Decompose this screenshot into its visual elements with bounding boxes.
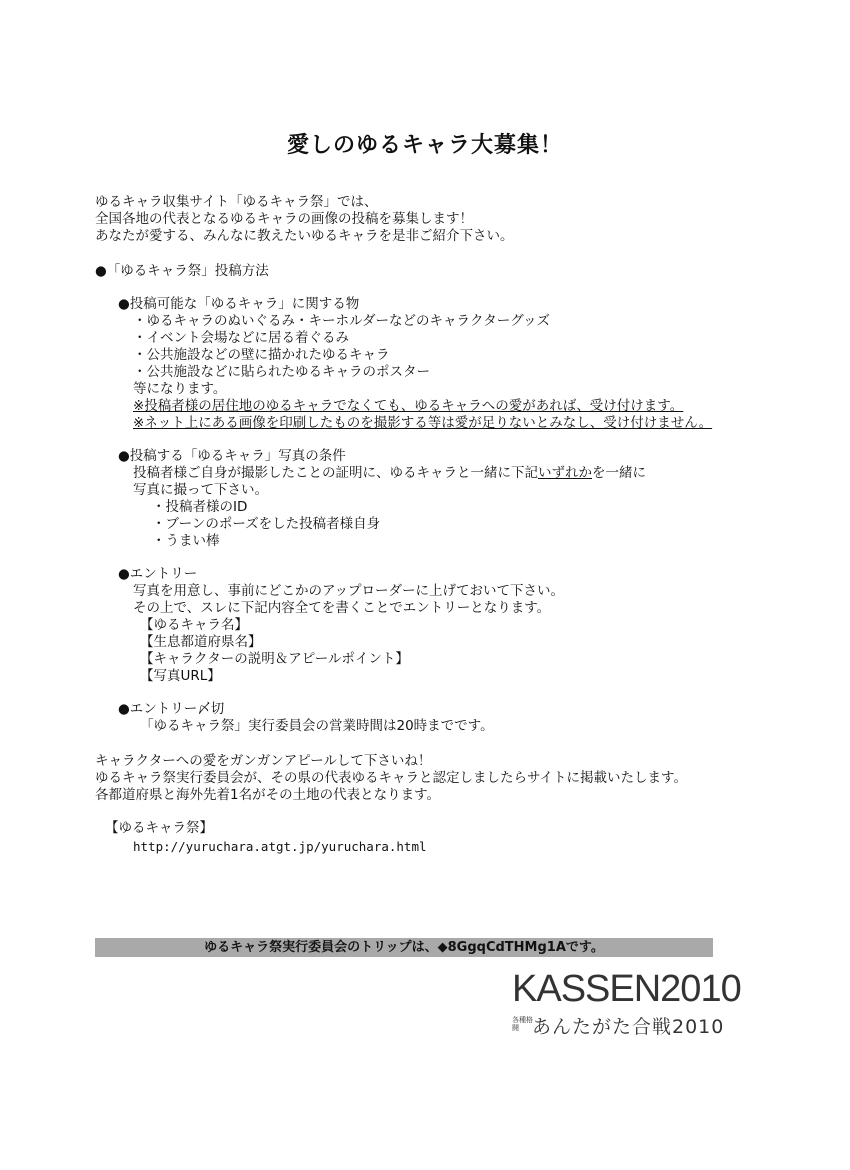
- intro-line-3: あなたが愛する、みんなに教えたいゆるキャラを是非ご紹介下さい。: [95, 228, 514, 244]
- photo-list-item: ・ブーンのポーズをした投稿者様自身: [152, 516, 381, 532]
- intro-line-2: 全国各地の代表となるゆるキャラの画像の投稿を募集します！: [95, 211, 473, 227]
- items-list-item: ・イベント会場などに居る着ぐるみ: [133, 330, 349, 346]
- logo-small-caption: 各種格闘: [512, 1016, 533, 1032]
- closing-line-2: ゆるキャラ祭実行委員会が、その県の代表ゆるキャラと認定しましたらサイトに掲載いたします。: [95, 770, 687, 786]
- photo-condition-line-2: 写真に撮って下さい。: [133, 482, 268, 498]
- items-closing: 等になります。: [133, 381, 227, 397]
- photo-condition-text-b: を一緒に: [592, 465, 646, 481]
- items-list-item: ・ゆるキャラのぬいぐるみ・キーホルダーなどのキャラクターグッズ: [133, 313, 551, 329]
- items-heading: ●投稿可能な「ゆるキャラ」に関する物: [118, 296, 360, 312]
- photo-list-item: ・投稿者様のID: [152, 499, 248, 515]
- entry-field: 【キャラクターの説明＆アピールポイント】: [140, 651, 409, 667]
- page-title: 愛しのゆるキャラ大募集！: [286, 133, 563, 158]
- items-note-1: ※投稿者様の居住地のゆるキャラでなくても、ゆるキャラへの愛があれば、受け付けます。: [133, 398, 684, 414]
- entry-line-2: その上で、スレに下記内容全てを書くことでエントリーとなります。: [133, 600, 551, 616]
- deadline-heading: ●エントリー〆切: [118, 701, 225, 717]
- items-note-2: ※ネット上にある画像を印刷したものを撮影する等は愛が足りないとみなし、受け付けません。: [133, 415, 713, 431]
- items-list-item: ・公共施設などの壁に描かれたゆるキャラ: [133, 347, 390, 363]
- deadline-text: 「ゆるキャラ祭」実行委員会の営業時間は20時までです。: [140, 718, 494, 734]
- intro-line-1: ゆるキャラ収集サイト「ゆるキャラ祭」では、: [95, 194, 378, 210]
- entry-heading: ●エントリー: [118, 566, 198, 582]
- method-heading: ●「ゆるキャラ祭」投稿方法: [95, 263, 269, 279]
- photo-condition-text-a: 投稿者様ご自身が撮影したことの証明に、ゆるキャラと一緒に下記: [133, 465, 538, 481]
- photo-condition-emphasis: いずれか: [538, 465, 592, 481]
- items-list-item: ・公共施設などに貼られたゆるキャラのポスター: [133, 364, 430, 380]
- trip-banner: ゆるキャラ祭実行委員会のトリップは、◆8GgqCdTHMg1Aです。: [95, 938, 713, 957]
- site-url[interactable]: http://yuruchara.atgt.jp/yuruchara.html: [133, 839, 427, 854]
- closing-line-3: 各都道府県と海外先着1名がその土地の代表となります。: [95, 787, 441, 803]
- entry-field: 【写真URL】: [140, 668, 221, 684]
- entry-field: 【生息都道府県名】: [140, 634, 262, 650]
- photo-condition-line-1: [133, 465, 646, 482]
- logo-subtitle: あんたがた合戦2010: [532, 1016, 725, 1038]
- site-label: 【ゆるキャラ祭】: [105, 820, 213, 836]
- closing-line-1: キャラクターへの愛をガンガンアピールして下さいね！: [95, 753, 432, 769]
- entry-field: 【ゆるキャラ名】: [140, 617, 248, 633]
- entry-line-1: 写真を用意し、事前にどこかのアップローダーに上げておいて下さい。: [133, 583, 565, 599]
- kassen-logo: KASSEN2010: [512, 968, 741, 1010]
- photo-list-item: ・うまい棒: [152, 533, 220, 549]
- photo-heading: ●投稿する「ゆるキャラ」写真の条件: [118, 448, 346, 464]
